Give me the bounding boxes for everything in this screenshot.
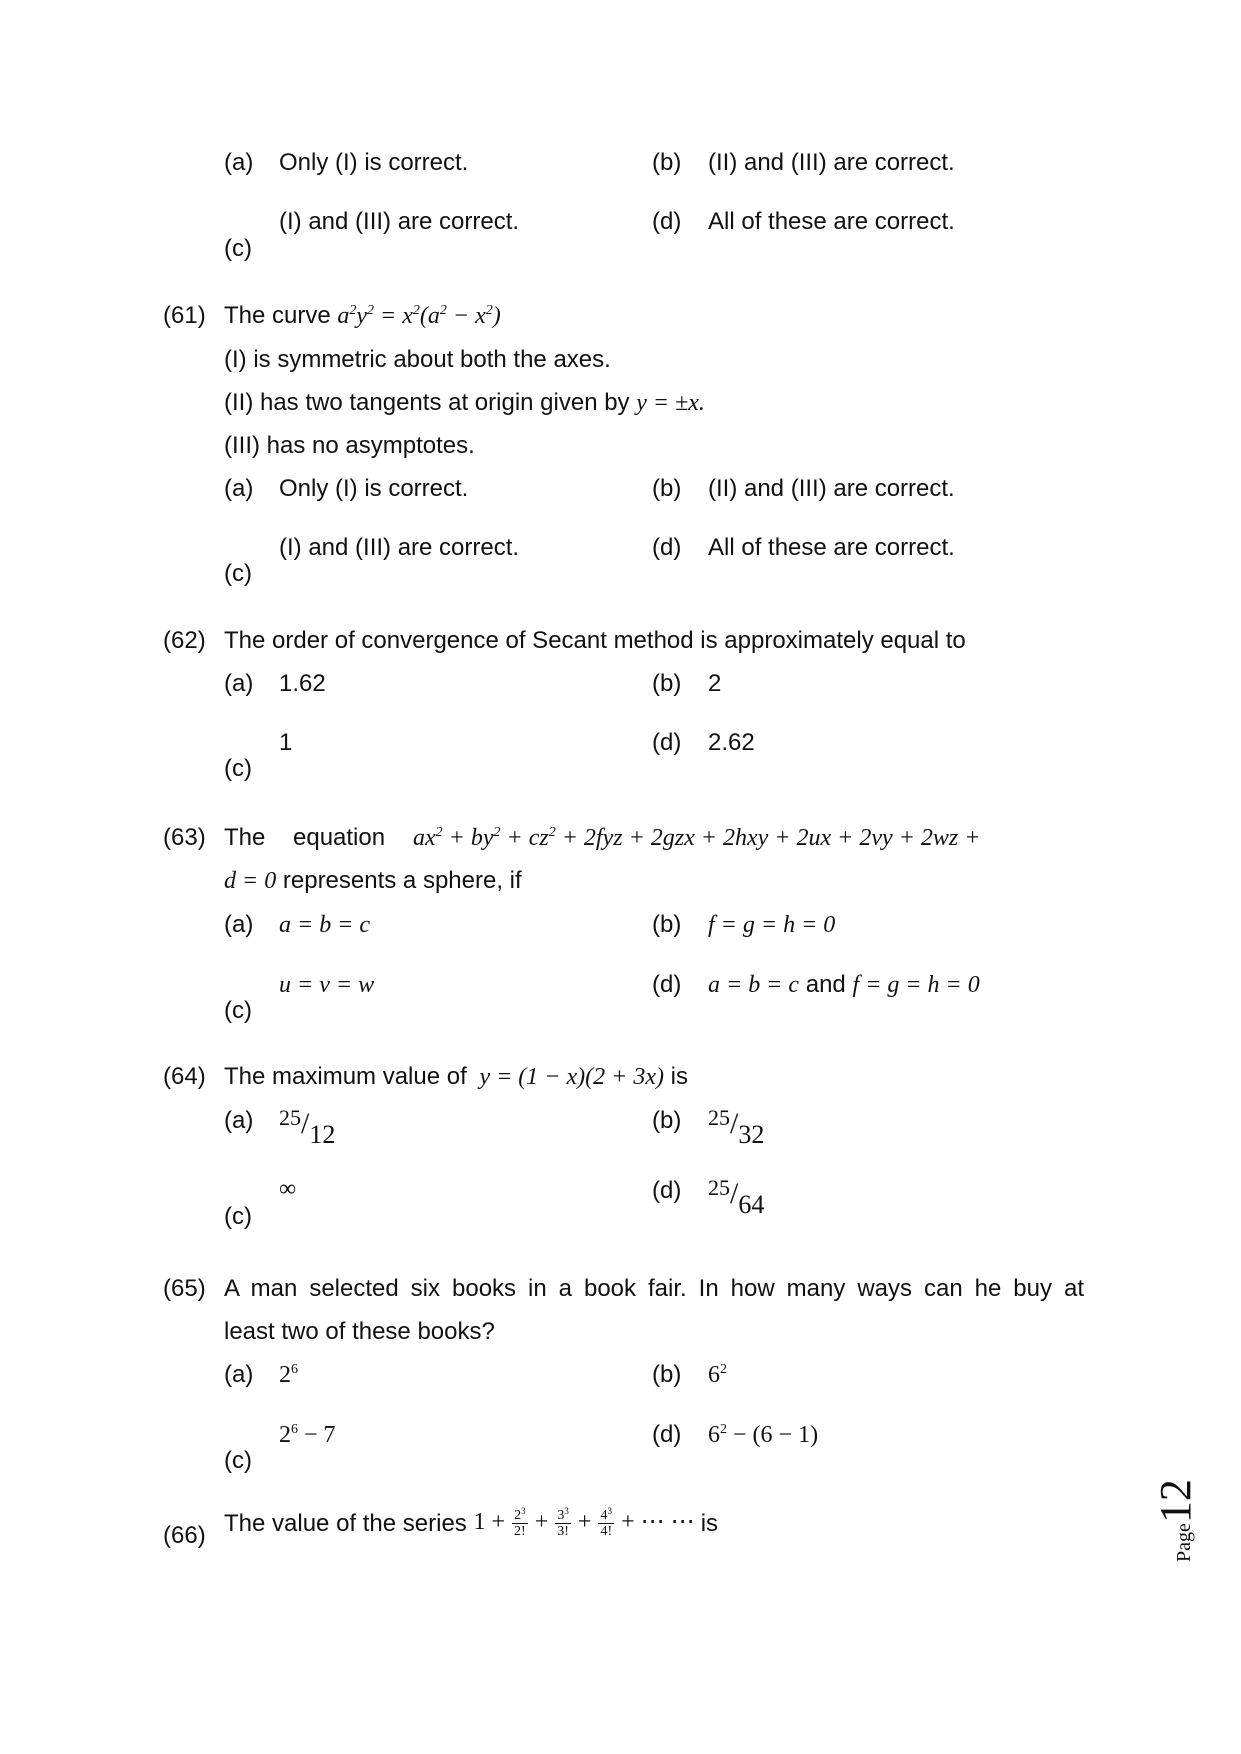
q61-statement-2-text: (II) has two tangents at origin given by: [224, 389, 630, 416]
q65-stem-line-2: least two of these books?: [224, 1318, 495, 1345]
q64-option-d-label: (d): [652, 1177, 682, 1204]
q60-option-d-label: (d): [652, 208, 682, 235]
q66-stem: [224, 1508, 718, 1540]
q62-option-b-label: (b): [652, 670, 682, 697]
q61-curve-equation: $a^2y^2 = x^2(a^2 - x^2)$: [337, 303, 501, 329]
q65-number: (65): [163, 1275, 206, 1302]
q61-option-c-text: (I) and (III) are correct.: [279, 534, 520, 561]
q61-option-d-text: All of these are correct.: [708, 534, 955, 561]
q62-stem: The order of convergence of Secant method is approximately equal to: [224, 627, 966, 654]
q60-option-b-text: (II) and (III) are correct.: [708, 149, 955, 176]
q63-stem-line-2: [224, 868, 522, 894]
q64-option-b-fraction: 25/32: [708, 1105, 765, 1149]
q64-option-d-fraction: 25/64: [708, 1175, 765, 1219]
q63-equation-end: d = 0: [224, 868, 277, 894]
q62-option-d-text: 2.62: [708, 729, 755, 756]
q61-statement-2: [224, 390, 705, 416]
q61-option-c-label: (c): [224, 560, 252, 587]
q66-number: (66): [163, 1522, 206, 1549]
q64-function: y = (1 − x)(2 + 3x): [473, 1064, 664, 1090]
q65-option-a-label: (a): [224, 1361, 254, 1388]
q62-option-b-text: 2: [708, 670, 722, 697]
q63-option-a-label: (a): [224, 911, 254, 938]
q63-stem-word-2: equation: [293, 824, 386, 851]
q63-option-b-math: f = g = h = 0: [708, 912, 836, 938]
q61-statement-1: (I) is symmetric about both the axes.: [224, 346, 611, 373]
q63-option-c-math: u = v = w: [279, 972, 375, 998]
q65-stem-line-1: A man selected six books in a book fair. In how many ways can he buy at: [224, 1275, 1084, 1302]
q65-option-d-math: $6^2 - (6 - 1)$: [708, 1422, 819, 1448]
q64-option-a-label: (a): [224, 1107, 254, 1134]
q64-option-b-label: (b): [652, 1107, 682, 1134]
q65-option-c-label: (c): [224, 1447, 252, 1474]
q60-option-a-text: Only (I) is correct.: [279, 149, 469, 176]
q63-option-d-label: (d): [652, 971, 682, 998]
q64-stem-text: The maximum value of: [224, 1063, 467, 1090]
q61-option-b-label: (b): [652, 475, 682, 502]
q62-number: (62): [163, 627, 206, 654]
q63-stem-end: represents a sphere, if: [282, 867, 522, 894]
q66-term-3: $\frac{3^3}{3!}$: [557, 1506, 569, 1540]
q63-option-c-label: (c): [224, 997, 252, 1024]
q60-option-c-label: (c): [224, 235, 252, 262]
q61-stem: [224, 303, 501, 329]
q64-b-numerator: 25: [708, 1105, 730, 1130]
page-number: 12: [1151, 1479, 1200, 1524]
q66-term-2: $\frac{2^3}{2!}$: [514, 1506, 526, 1540]
q64-option-a-fraction: 25/12: [279, 1105, 336, 1149]
q65-option-a-math: $2^6$: [279, 1362, 298, 1388]
q60-option-b-label: (b): [652, 149, 682, 176]
q64-number: (64): [163, 1063, 206, 1090]
q66-stem-end: is: [700, 1509, 719, 1537]
q63-sphere-equation: $ax^2 + by^2 + cz^2 + 2fyz + 2gzx + 2hxy + 2ux + 2vy + 2wz$ +: [413, 825, 981, 851]
q64-b-denominator: 32: [738, 1120, 765, 1149]
q66-series: 1 + $\frac{2^3}{2!}$ + $\frac{3^3}{3!}$ + $\frac{4^3}{4!}$ + ⋯ ⋯: [473, 1506, 701, 1540]
q66-term-4: $\frac{4^3}{4!}$: [600, 1506, 613, 1540]
q61-number: (61): [163, 302, 206, 329]
q60-option-d-text: All of these are correct.: [708, 208, 955, 235]
q65-option-d-label: (d): [652, 1421, 682, 1448]
q61-option-a-label: (a): [224, 475, 254, 502]
q60-option-c-text: (I) and (III) are correct.: [279, 208, 520, 235]
q64-d-denominator: 64: [738, 1190, 765, 1219]
q60-option-a-label: (a): [224, 149, 254, 176]
q65-option-b-math: $6^2$: [708, 1362, 727, 1388]
q61-option-b-text: (II) and (III) are correct.: [708, 475, 955, 502]
q62-option-c-text: 1: [279, 729, 293, 756]
q64-option-c-text: ∞: [279, 1176, 297, 1202]
q62-option-a-label: (a): [224, 670, 254, 697]
q65-option-c-math: $2^6 - 7$: [279, 1422, 336, 1448]
q63-option-d-math-1: a = b = c: [708, 972, 800, 998]
q61-statement-3: (III) has no asymptotes.: [224, 432, 475, 459]
q66-stem-text: The value of the series: [224, 1509, 467, 1537]
q61-option-d-label: (d): [652, 534, 682, 561]
q63-option-d-and: and: [805, 971, 846, 998]
q61-option-a-text: Only (I) is correct.: [279, 475, 469, 502]
q64-option-c-label: (c): [224, 1203, 252, 1230]
q65-option-b-label: (b): [652, 1361, 682, 1388]
q63-option-d-math-2: f = g = h = 0: [852, 972, 980, 998]
q62-option-d-label: (d): [652, 729, 682, 756]
q63-option-a-math: a = b = c: [279, 912, 371, 938]
q64-a-denominator: 12: [309, 1120, 336, 1149]
q61-stem-text: The curve: [224, 302, 331, 329]
q62-option-c-label: (c): [224, 755, 252, 782]
q64-stem-end: is: [670, 1063, 688, 1090]
page-number-label: [1150, 1479, 1210, 1562]
q64-a-numerator: 25: [279, 1105, 301, 1130]
q64-stem: [224, 1064, 688, 1090]
q63-stem-word-1: The: [224, 824, 266, 851]
q64-d-numerator: 25: [708, 1175, 730, 1200]
q63-number: (63): [163, 824, 206, 851]
q61-tangent-equation: y = ±x.: [636, 390, 705, 416]
q63-option-d: [708, 972, 980, 998]
q62-option-a-text: 1.62: [279, 670, 326, 697]
page-word: Page: [1173, 1523, 1195, 1562]
q63-option-b-label: (b): [652, 911, 682, 938]
